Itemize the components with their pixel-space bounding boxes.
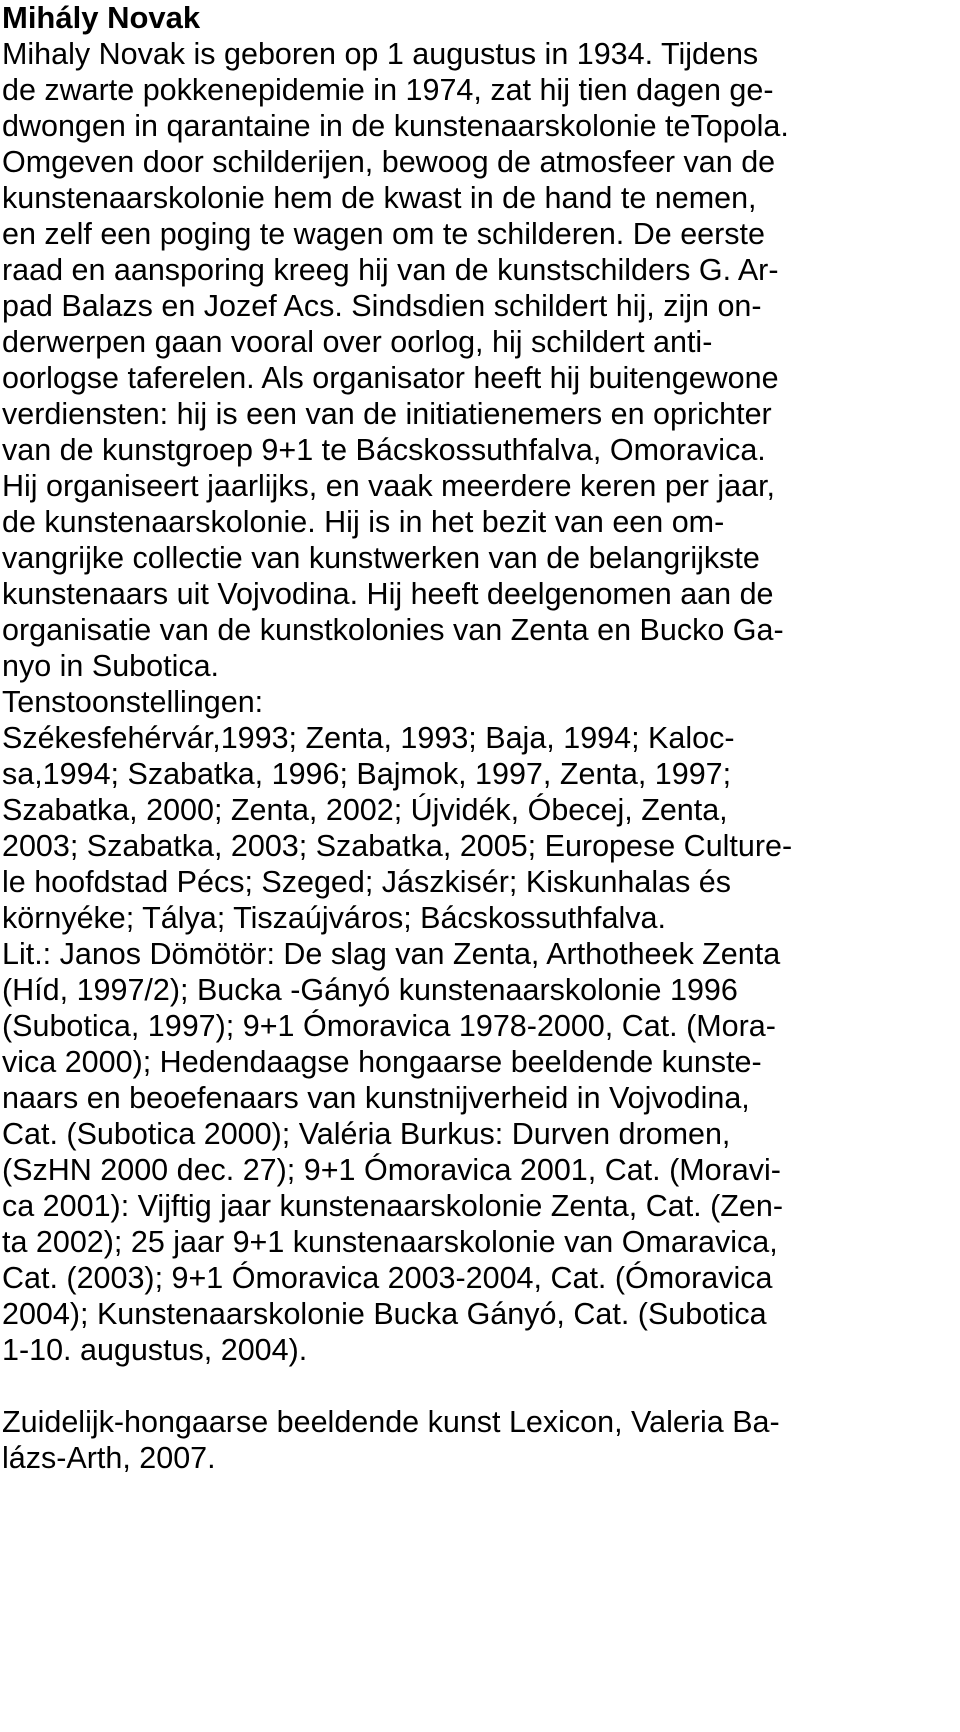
text-line: ca 2001): Vijftig jaar kunstenaarskolonie Zenta, Cat. (Zen- — [2, 1189, 783, 1223]
text-line: le hoofdstad Pécs; Szeged; Jászkisér; Kiskunhalas és — [2, 865, 732, 899]
text-line: kunstenaarskolonie hem de kwast in de hand te nemen, — [2, 181, 757, 215]
text-line: Hij organiseert jaarlijks, en vaak meerdere keren per jaar, — [2, 469, 776, 503]
text-line: (Híd, 1997/2); Bucka -Gányó kunstenaarskolonie 1996 — [2, 973, 738, 1007]
text-line: Mihaly Novak is geboren op 1 augustus in 1934. Tijdens — [2, 37, 759, 71]
text-line: Szabatka, 2000; Zenta, 2002; Újvidék, Óbecej, Zenta, — [2, 793, 728, 827]
text-line: en zelf een poging te wagen om te schilderen. De eerste — [2, 217, 765, 251]
text-line: de zwarte pokkenepidemie in 1974, zat hij tien dagen ge- — [2, 73, 774, 107]
text-line: környéke; Tálya; Tiszaújváros; Bácskossuthfalva. — [2, 901, 666, 935]
text-line: nyo in Subotica. — [2, 649, 220, 683]
text-line: dwongen in qarantaine in de kunstenaarskolonie teTopola. — [2, 109, 789, 143]
text-line: Lit.: Janos Dömötör: De slag van Zenta, Arthotheek Zenta — [2, 937, 781, 971]
text-line: pad Balazs en Jozef Acs. Sindsdien schildert hij, zijn on- — [2, 289, 762, 323]
text-line: Tenstoonstellingen: — [2, 685, 264, 719]
source-line: lázs-Arth, 2007. — [2, 1441, 216, 1475]
text-line: 1-10. augustus, 2004). — [2, 1333, 308, 1367]
text-line: (Subotica, 1997); 9+1 Ómoravica 1978-2000, Cat. (Mora- — [2, 1009, 776, 1043]
text-line: 2003; Szabatka, 2003; Szabatka, 2005; Europese Culture- — [2, 829, 793, 863]
text-line: Omgeven door schilderijen, bewoog de atmosfeer van de — [2, 145, 776, 179]
text-line: Székesfehérvár,1993; Zenta, 1993; Baja, 1994; Kaloc- — [2, 721, 735, 755]
text-line: verdiensten: hij is een van de initiatienemers en oprichter — [2, 397, 772, 431]
text-line: raad en aansporing kreeg hij van de kunstschilders G. Ar- — [2, 253, 779, 287]
text-line: sa,1994; Szabatka, 1996; Bajmok, 1997, Zenta, 1997; — [2, 757, 732, 791]
text-line: Cat. (2003); 9+1 Ómoravica 2003-2004, Cat. (Ómoravica — [2, 1261, 773, 1295]
text-line: de kunstenaarskolonie. Hij is in het bezit van een om- — [2, 505, 725, 539]
text-line: Cat. (Subotica 2000); Valéria Burkus: Durven dromen, — [2, 1117, 731, 1151]
text-line: ta 2002); 25 jaar 9+1 kunstenaarskolonie van Omaravica, — [2, 1225, 778, 1259]
text-line: kunstenaars uit Vojvodina. Hij heeft deelgenomen aan de — [2, 577, 774, 611]
text-line: naars en beoefenaars van kunstnijverheid in Vojvodina, — [2, 1081, 750, 1115]
text-line: oorlogse taferelen. Als organisator heeft hij buitengewone — [2, 361, 779, 395]
text-line: van de kunstgroep 9+1 te Bácskossuthfalva, Omoravica. — [2, 433, 766, 467]
text-line: 2004); Kunstenaarskolonie Bucka Gányó, Cat. (Subotica — [2, 1297, 767, 1331]
text-line: organisatie van de kunstkolonies van Zenta en Bucko Ga- — [2, 613, 784, 647]
document-title: Mihály Novak — [2, 0, 201, 35]
text-line: (SzHN 2000 dec. 27); 9+1 Ómoravica 2001, Cat. (Moravi- — [2, 1153, 781, 1187]
text-line: vangrijke collectie van kunstwerken van de belangrijkste — [2, 541, 760, 575]
text-line: derwerpen gaan vooral over oorlog, hij schildert anti- — [2, 325, 713, 359]
text-line: vica 2000); Hedendaagse hongaarse beeldende kunste- — [2, 1045, 762, 1079]
source-line: Zuidelijk-hongaarse beeldende kunst Lexicon, Valeria Ba- — [2, 1405, 780, 1439]
